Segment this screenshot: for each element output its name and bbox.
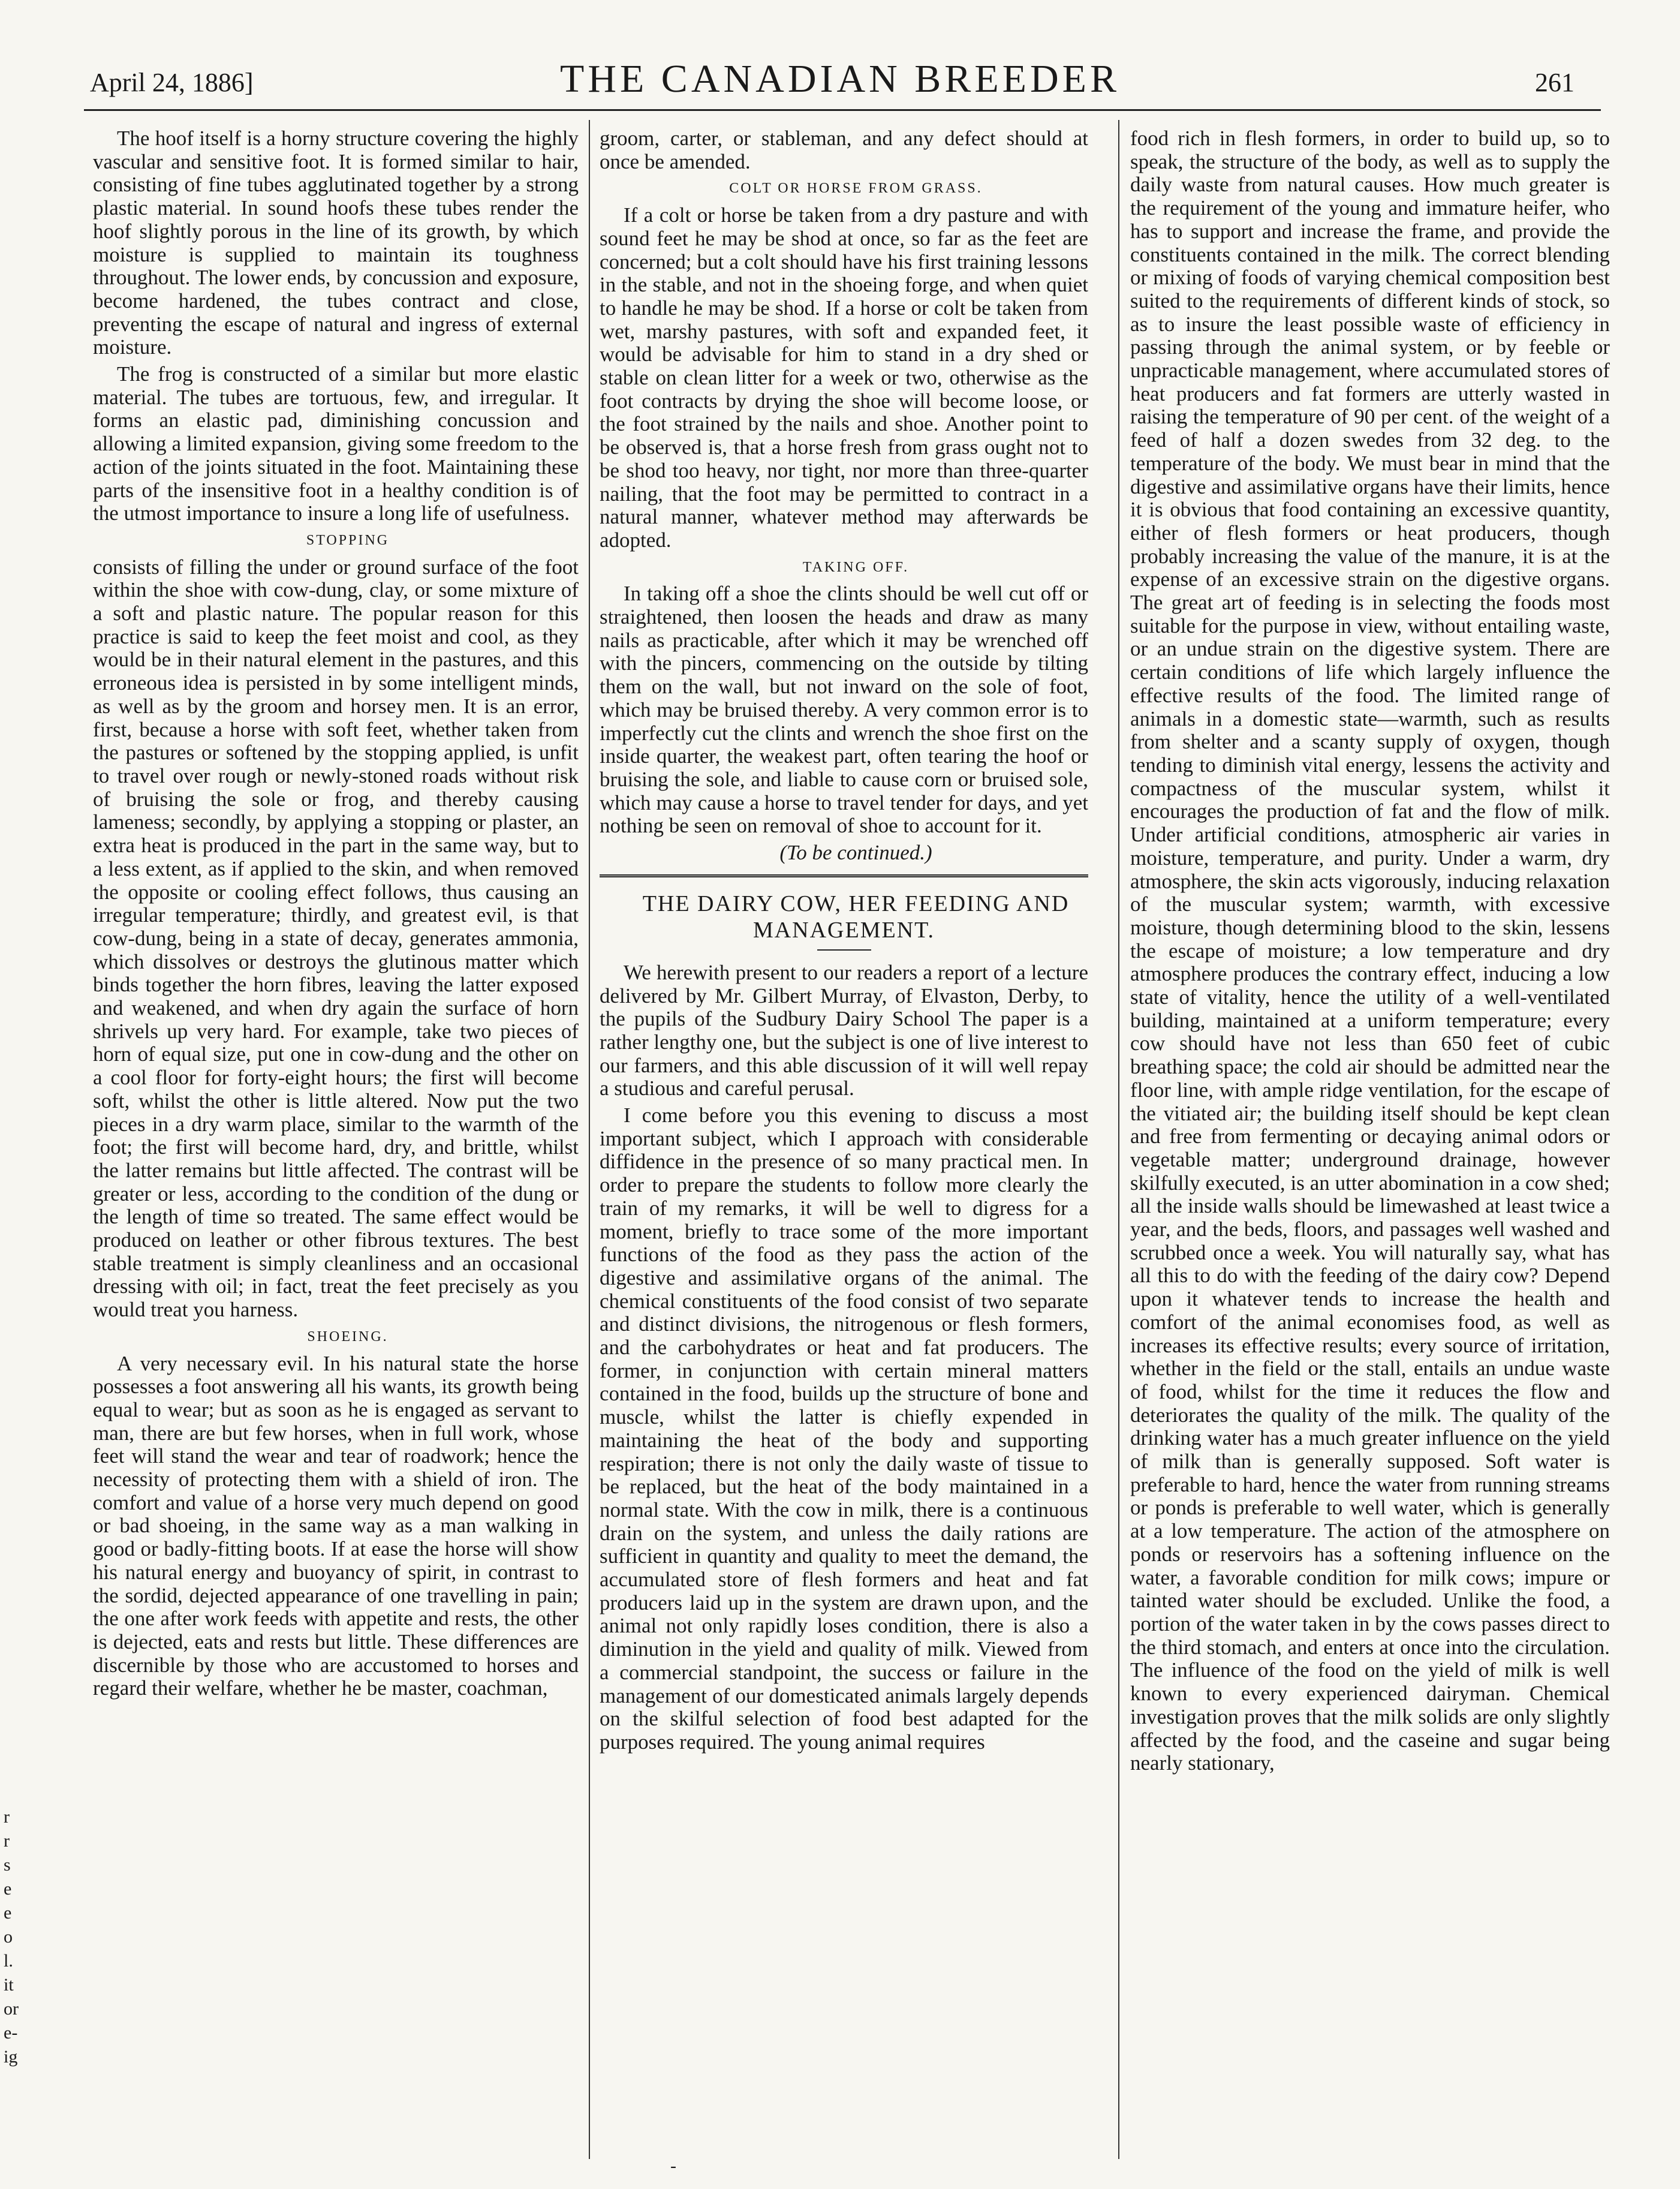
article-title: THE DAIRY COW, HER FEEDING AND MANAGEMENT. bbox=[642, 891, 1070, 943]
paragraph: I come before you this evening to discuss a most important subject, which I approach with considerable diffidence in the presence of so many practical men. In order to prepare the students to follow more clearly the train of my remarks, it will be well to digress for a moment, briefly to trace some of the more important functions of the food as they pass the action of the digestive and assimilative organs of the animal. The chemical constituents of the food consist of two separate and distinct divisions, the nitrogenous or flesh formers, and the carbohydrates or heat and fat producers. The former, in conjunction with certain mineral matters contained in the food, builds up the structure of bone and muscle, whilst the latter is chiefly expended in maintaining the heat of the body and supporting respiration; there is not only the daily waste of tissue to be replaced, but the heat of the body maintained in a normal state. With the cow in milk, there is a continuous drain on the system, and unless the daily rations are sufficient in quantity and quality to meet the demand, the accumulated store of flesh formers and heat and fat producers laid up in the system are drawn upon, and the animal not only rapidly loses condition, there is also a diminution in the yield and quality of milk. Viewed from a commercial standpoint, the success or failure in the management of our domesticated animals largely depends on the skilful selection of food best adapted for the purposes required. The young animal requires bbox=[600, 1103, 1088, 1754]
column-1 bbox=[93, 127, 579, 2154]
masthead bbox=[0, 0, 1680, 120]
margin-fragment: it bbox=[4, 1975, 14, 1995]
column-3 bbox=[1130, 127, 1610, 2154]
column-divider bbox=[589, 120, 590, 2159]
section-heading-stopping: STOPPING bbox=[306, 532, 390, 548]
issue-date: April 24, 1886] bbox=[90, 68, 254, 97]
newspaper-title: THE CANADIAN BREEDER bbox=[560, 57, 1120, 101]
article-separator bbox=[600, 874, 1088, 880]
bottom-mark: - bbox=[670, 2156, 676, 2176]
title-rule bbox=[817, 949, 871, 951]
to-be-continued: (To be continued.) bbox=[779, 841, 932, 865]
margin-fragment: or bbox=[4, 1999, 19, 2019]
paragraph: consists of filling the under or ground surface of the foot within the shoe with cow-dung, clay, or some mixture of a soft and plastic nature. The popular reason for this practice is said to keep the feet moist and cool, as they would be in their natural element in the pastures, and this erroneous idea is persisted in by some intelligent minds, as well as by the groom and horsey men. It is an error, first, because a horse with soft feet, whether taken from the pastures or softened by the stopping applied, is unfit to travel over rough or newly-stoned roads without risk of bruising the sole or frog, and thereby causing lameness; secondly, by applying a stopping or plaster, an extra heat is produced in the part in the same way, but to a less extent, as if applied to the skin, and when removed the opposite or cooling effect follows, thus causing an irregular temperature; thirdly, and greatest evil, is that cow-dung, being in a state of decay, generates ammonia, which dissolves or destroys the glutinous matter which binds together the horn fibres, leaving the latter exposed and weakened, and when dry again the surface of horn shrivels up very hard. For example, take two pieces of horn of equal size, put one in cow-dung and the other on a cool floor for forty-eight hours; the first will become soft, whilst the other is little altered. Now put the two pieces in a dry warm place, similar to the warmth of the foot; the first will become hard, dry, and brittle, whilst the latter remains but little affected. The contrast will be greater or less, according to the condition of the dung or the length of time so treated. The same effect would be produced on leather or other fibrous textures. The best stable treatment is simply cleanliness and an occasional dressing with oil; in fact, treat the feet precisely as you would treat you harness. bbox=[93, 555, 579, 1322]
margin-fragments bbox=[4, 1805, 22, 2069]
section-heading-colt: COLT OR HORSE FROM GRASS. bbox=[729, 181, 983, 197]
paragraph: The frog is constructed of a similar but more elastic material. The tubes are tortuous, few, and irregular. It forms an elastic pad, diminishing concussion and allowing a limited expansion, giving some freedom to the action of the joints situated in the foot. Maintaining these parts of the insensitive foot in a healthy condition is of the utmost importance to insure a long life of usefulness. bbox=[93, 362, 579, 525]
margin-fragment: ig bbox=[4, 2047, 18, 2067]
column-2 bbox=[600, 127, 1088, 2154]
header-rule bbox=[84, 109, 1601, 111]
paragraph: If a colt or horse be taken from a dry pasture and with sound feet he may be shod at once, so far as the feet are concerned; but a colt should have his first training lessons in the stable, and not in the shoeing forge, and when quiet to handle he may be shod. If a horse or colt be taken from wet, marshy pastures, with soft and expanded feet, it would be advisable for him to stand in a dry shed or stable on clean litter for a week or two, otherwise as the foot contracts by drying the shoe will become loose, or the foot strained by the nails and shoe. Another point to be observed is, that a horse fresh from grass ought not to be shod too heavy, nor tight, nor more than three-quarter nailing, that the foot may be permitted to contract in a natural manner, whatever method may afterwards be adopted. bbox=[600, 203, 1088, 552]
page-number: 261 bbox=[1535, 68, 1574, 97]
paragraph: A very necessary evil. In his natural state the horse possesses a foot answering all his wants, its growth being equal to wear; but as soon as he is engaged as servant to man, there are but few horses, when in full work, whose feet will stand the wear and tear of roadwork; hence the necessity of protecting them with a shield of iron. The comfort and value of a horse very much depend on good or bad shoeing, in the same way as a man walking in good or badly-fitting boots. If at ease the horse will show his natural energy and buoyancy of spirit, in contrast to the sordid, dejected appearance of one travelling in pain; the one after work feeds with appetite and rests, the other is dejected, eats and rests but little. These differences are discernible by those who are accustomed to horses and regard their welfare, whether he be master, coachman, bbox=[93, 1351, 579, 1700]
margin-fragment: s bbox=[4, 1855, 11, 1875]
section-heading-shoeing: SHOEING. bbox=[307, 1328, 389, 1345]
margin-fragment: r bbox=[4, 1807, 10, 1827]
paragraph: We herewith present to our readers a report of a lecture delivered by Mr. Gilbert Murray, of Elvaston, Derby, to the pupils of the Sudbury Dairy School The paper is a rather lengthy one, but the subject is one of live interest to our farmers, and this able discussion of it will well repay a studious and careful perusal. bbox=[600, 960, 1088, 1100]
margin-fragment: e- bbox=[4, 2023, 18, 2043]
margin-fragment: o bbox=[4, 1927, 13, 1947]
margin-fragment: l. bbox=[4, 1951, 13, 1971]
margin-fragment: r bbox=[4, 1831, 10, 1851]
margin-fragment: e bbox=[4, 1903, 12, 1923]
section-heading-taking-off: TAKING OFF. bbox=[802, 559, 910, 575]
paragraph: food rich in flesh formers, in order to build up, so to speak, the structure of the body, as well as to supply the daily waste from natural causes. How much greater is the requirement of the young and immature heifer, who has to support and increase the frame, and provide the constituents contained in the milk. The correct blending or mixing of foods of varying chemical composition best suited to the requirements of different kinds of stock, so as to insure the least possible waste of efficiency in passing through the animal system, or by feeble or unpracticable management, where accumulated stores of heat producers and fat formers are utterly wasted in raising the temperature of 90 per cent. of the weight of a feed of half a dozen swedes from 32 deg. to the temperature of the body. We must bear in mind that the digestive and assimilative organs have their limits, hence it is obvious that food containing an excessive quantity, either of flesh formers or heat producers, though probably increasing the value of the manure, it is at the expense of an excessive strain on the digestive organs. The great art of feeding is in selecting the foods most suitable for the purpose in view, without entailing waste, or an undue strain on the digestive system. There are certain conditions of life which largely influence the effective results of the food. The limited range of animals in a domestic state—warmth, such as results from shelter and a scanty supply of oxygen, though tending to diminish vital energy, lessens the activity and compactness of the muscular system, whilst it encourages the production of fat and the flow of milk. Under artificial conditions, atmospheric air varies in moisture, temperature, and purity. Under a warm, dry atmosphere, the skin acts vigorously, inducing relaxation of the muscular system; warmth, with excessive moisture, though determining blood to the skin, lessens the escape of moisture; a low temperature and dry atmosphere produces the contrary effect, inducing a low state of vitality, hence the utility of a well-ventilated building, maintained at a uniform temperature; every cow should have not less than 650 feet of cubic breathing space; the cold air should be admitted near the floor line, with ample ridge ventilation, for the escape of the vitiated air; the building itself should be kept clean and free from fermenting or decaying animal odors or vegetable matter; underground drainage, however skilfully executed, is an utter abomination in a cow shed; all the inside walls should be limewashed at least twice a year, and the beds, floors, and passages well washed and scrubbed once a week. You will naturally say, what has all this to do with the feeding of the dairy cow? Depend upon it whatever tends to increase the health and comfort of the animal economises food, as well as increases its effective results; every source of irritation, whether in the field or the stall, entails an undue waste of food, whilst for the time it reduces the flow and deteriorates the quality of the milk. The quality of the drinking water has a much greater influence on the yield of milk than is generally supposed. Soft water is preferable to hard, hence the water from running streams or ponds is preferable to well water, which is generally at a low temperature. The action of the atmosphere on ponds or reservoirs has a softening influence on the water, a favorable condition for milk cows; impure or tainted water should be excluded. Unlike the food, a portion of the water taken in by the cows passes direct to the third stomach, and enters at once into the circulation. The influence of the food on the yield of milk is well known to every experienced dairyman. Chemical investigation proves that the milk solids are only slightly affected by the food, and the caseine and sugar being nearly stationary, bbox=[1130, 127, 1610, 1775]
paragraph: The hoof itself is a horny structure covering the highly vascular and sensitive foot. It is formed similar to hair, consisting of fine tubes agglutinated together by a strong plastic material. In sound hoofs these tubes render the hoof slightly porous in the line of its growth, by which moisture is supplied to maintain its toughness throughout. The lower ends, by concussion and exposure, become hardened, the tubes contract and close, preventing the escape of natural and ingress of external moisture. bbox=[93, 127, 579, 359]
margin-fragment: e bbox=[4, 1879, 12, 1899]
paragraph: groom, carter, or stableman, and any defect should at once be amended. bbox=[600, 127, 1088, 173]
column-divider bbox=[1118, 120, 1119, 2159]
paragraph: In taking off a shoe the clints should be well cut off or straightened, then loosen the heads and draw as many nails as practicable, after which it may be wrenched off with the pincers, commencing on the outside by tilting them on the wall, but not inward on the sole of foot, which may be bruised thereby. A very common error is to imperfectly cut the clints and wrench the shoe first on the inside quarter, the weakest part, often tearing the hoof or bruising the sole, and liable to cause corn or bruised sole, which may cause a horse to travel tender for days, and yet nothing be seen on removal of shoe to account for it. bbox=[600, 582, 1088, 838]
